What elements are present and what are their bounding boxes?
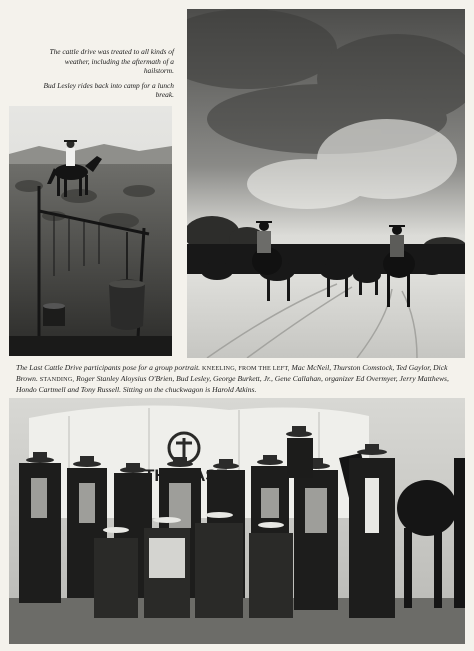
wagon-sign-line1: LAST (182, 466, 228, 485)
caption-group-portrait (16, 363, 462, 394)
photo-cattle-drive (187, 9, 465, 358)
caption-kneeling-names: Mac McNeil, Thurston Comstock, Ted Gaylor, Dick Brown. (16, 363, 448, 383)
caption-weather-block (34, 47, 174, 105)
caption-standing-names: Roger Stanley Aloysius O'Brien, Bud Lesley, George Burkett, Jr., Gene Callahan, organizer Ed Overmyer, Jerry Matthews, Hondo Cartmell and Tony Russell. Sitting on the chuckwagon is Harold Atkins. (16, 373, 449, 394)
photo-group-portrait (9, 398, 465, 644)
caption-standing-label: STANDING, (39, 375, 75, 383)
caption-lesley: Bud Lesley rides back into camp for a lunch break. (43, 80, 174, 100)
caption-kneeling-label: KNEELING, FROM THE LEFT, (202, 365, 290, 372)
caption-weather: The cattle drive was treated to all kinds of weather, including the aftermath of a hailstorm. (49, 47, 174, 76)
caption-group-lead: The Last Cattle Drive participants pose for a group portrait. (16, 363, 201, 372)
photo-rider-camp (9, 106, 172, 356)
